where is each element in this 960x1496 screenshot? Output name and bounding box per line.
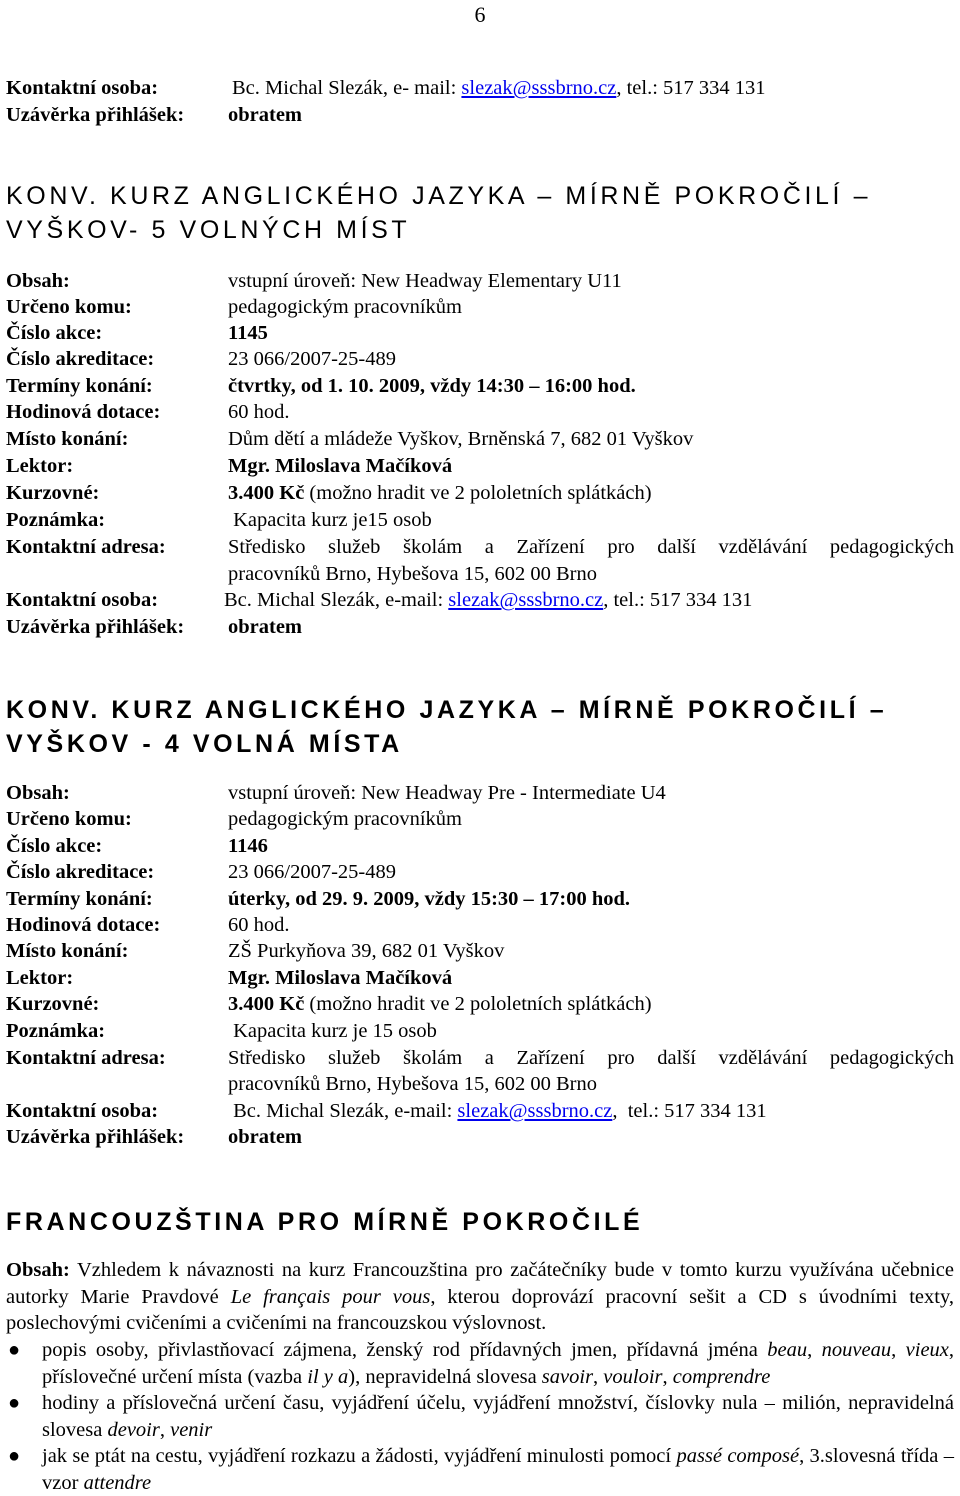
terminy-value: čtvrtky, od 1. 10. 2009, vždy 14:30 – 16:00 hod.: [228, 375, 636, 397]
dotace-label: Hodinová dotace:: [6, 401, 161, 423]
course-2-obsah-row: [6, 780, 954, 806]
course-1-akreditace-row: [6, 346, 954, 372]
course-2-akreditace-row: [6, 859, 954, 885]
course-2-dotace-row: [6, 912, 954, 938]
deadline-value: obratem: [228, 104, 303, 126]
french-bullet-2: [6, 1390, 954, 1443]
terminy-label: Termíny konání:: [6, 375, 153, 397]
course-2-lektor-row: [6, 965, 954, 991]
course-1-obsah-row: [6, 268, 954, 294]
course-2-urceno-row: [6, 806, 954, 832]
french-intro: Obsah: Vzhledem k návaznosti na kurz Francouzština pro začátečníky bude v tomto kurzu využívána učebnice autorky Marie Pravdové Le français pour vous, kterou doprovází pracovní sešit a CD s úvodními texty, poslechovými cvičeními a cvičeními na francouzskou výslovnost.: [6, 1259, 954, 1334]
cislo-akce-label: Číslo akce:: [6, 835, 103, 857]
osoba-value: Bc. Michal Slezák, e-mail: slezak@sssbrno.cz, tel.: 517 334 131: [224, 589, 753, 611]
terminy-value: úterky, od 29. 9. 2009, vždy 15:30 – 17:00 hod.: [228, 888, 631, 910]
adresa-line-2: pracovníků Brno, Hybešova 15, 602 00 Brno: [228, 563, 597, 585]
french-bullet-3: [6, 1443, 954, 1496]
poznamka-value: Kapacita kurz je15 osob: [228, 509, 432, 531]
bullet-icon: ●: [8, 1445, 21, 1467]
dotace-label: Hodinová dotace:: [6, 914, 161, 936]
lektor-label: Lektor:: [6, 455, 74, 477]
adresa-line-1: Středisko služeb školám a Zařízení pro další vzdělávání pedagogických: [228, 1047, 954, 1069]
obsah-value: vstupní úroveň: New Headway Pre - Intermediate U4: [228, 782, 666, 804]
obsah-label: Obsah:: [6, 270, 70, 292]
lektor-label: Lektor:: [6, 967, 74, 989]
kurzovne-value: 3.400 Kč (možno hradit ve 2 pololetních splátkách): [228, 482, 652, 504]
akreditace-value: 23 066/2007-25-489: [228, 348, 396, 370]
dotace-value: 60 hod.: [228, 401, 290, 423]
misto-label: Místo konání:: [6, 940, 129, 962]
adresa-label: Kontaktní adresa:: [6, 536, 166, 558]
dotace-value: 60 hod.: [228, 914, 290, 936]
cislo-akce-label: Číslo akce:: [6, 322, 103, 344]
course-2-title-line-1: KONV. KURZ ANGLICKÉHO JAZYKA – MÍRNĚ POKROČILÍ –: [6, 696, 888, 724]
course-1-urceno-row: [6, 294, 954, 320]
urceno-label: Určeno komu:: [6, 296, 132, 318]
french-bullet-1: [6, 1337, 954, 1390]
course-1-terminy-row: [6, 373, 954, 399]
osoba-email-link[interactable]: slezak@sssbrno.cz: [448, 589, 604, 611]
course-2-kurzovne-row: [6, 991, 954, 1017]
french-book-title: Le français pour vous: [230, 1285, 431, 1308]
course-1-kurzovne-row: [6, 480, 954, 506]
akreditace-label: Číslo akreditace:: [6, 861, 155, 883]
course-2-poznamka-row: [6, 1018, 954, 1044]
osoba-label: Kontaktní osoba:: [6, 589, 159, 611]
course-1-adresa-row-2: [6, 561, 954, 587]
course-1-adresa-row: [6, 534, 954, 560]
misto-label: Místo konání:: [6, 428, 129, 450]
cislo-akce-value: 1146: [228, 835, 268, 857]
course-1-osoba-row: [6, 587, 954, 613]
osoba-email-link[interactable]: slezak@sssbrno.cz: [457, 1100, 613, 1122]
urceno-label: Určeno komu:: [6, 808, 132, 830]
cislo-akce-value: 1145: [228, 322, 268, 344]
bullet-text: jak se ptát na cestu, vyjádření rozkazu a žádosti, vyjádření minulosti pomocí passé composé, 3.slovesná třída – vzor attendre: [42, 1445, 954, 1494]
course-1-title-line-1: KONV. KURZ ANGLICKÉHO JAZYKA – MÍRNĚ POKROČILÍ –: [6, 182, 872, 210]
french-title: FRANCOUZŠTINA PRO MÍRNĚ POKROČILÉ: [6, 1208, 644, 1236]
uzaverka-label: Uzávěrka přihlášek:: [6, 1126, 185, 1148]
urceno-value: pedagogickým pracovníkům: [228, 808, 462, 830]
obsah-value: vstupní úroveň: New Headway Elementary U11: [228, 270, 622, 292]
course-1-uzaverka-row: [6, 614, 954, 640]
obsah-label: Obsah:: [6, 782, 70, 804]
top-deadline-row: [6, 102, 954, 128]
adresa-line-1: Středisko služeb školám a Zařízení pro další vzdělávání pedagogických: [228, 536, 954, 558]
course-1-misto-row: [6, 426, 954, 452]
course-2-adresa-row: [6, 1045, 954, 1071]
page-number: 6: [474, 2, 486, 27]
lektor-value: Mgr. Miloslava Mačíková: [228, 455, 453, 477]
course-1-cislo-akce-row: [6, 320, 954, 346]
uzaverka-value: obratem: [228, 1126, 303, 1148]
kurzovne-label: Kurzovné:: [6, 482, 100, 504]
adresa-line-2: pracovníků Brno, Hybešova 15, 602 00 Brno: [228, 1073, 597, 1095]
course-2-terminy-row: [6, 886, 954, 912]
course-1-lektor-row: [6, 453, 954, 479]
osoba-label: Kontaktní osoba:: [6, 1100, 159, 1122]
course-2-title-line-2: VYŠKOV - 4 VOLNÁ MÍSTA: [6, 730, 403, 758]
course-1-dotace-row: [6, 399, 954, 425]
akreditace-value: 23 066/2007-25-489: [228, 861, 396, 883]
course-2-uzaverka-row: [6, 1124, 954, 1150]
uzaverka-value: obratem: [228, 616, 303, 638]
misto-value: ZŠ Purkyňova 39, 682 01 Vyškov: [228, 940, 505, 962]
poznamka-label: Poznámka:: [6, 509, 106, 531]
lektor-value: Mgr. Miloslava Mačíková: [228, 967, 453, 989]
urceno-value: pedagogickým pracovníkům: [228, 296, 462, 318]
bullet-icon: ●: [8, 1392, 21, 1414]
french-obsah-label: Obsah:: [6, 1259, 70, 1281]
kurzovne-label: Kurzovné:: [6, 993, 100, 1015]
top-contact-row: [6, 75, 954, 101]
contact-label: Kontaktní osoba:: [6, 77, 159, 99]
osoba-value: Bc. Michal Slezák, e-mail: slezak@sssbrno.cz, tel.: 517 334 131: [228, 1100, 767, 1122]
terminy-label: Termíny konání:: [6, 888, 153, 910]
course-2-osoba-row: [6, 1098, 954, 1124]
poznamka-value: Kapacita kurz je 15 osob: [228, 1020, 437, 1042]
course-2-adresa-row-2: [6, 1071, 954, 1097]
contact-value: Bc. Michal Slezák, e- mail: slezak@sssbrno.cz, tel.: 517 334 131: [232, 77, 766, 99]
akreditace-label: Číslo akreditace:: [6, 348, 155, 370]
bullet-icon: ●: [8, 1339, 21, 1361]
course-2-misto-row: [6, 938, 954, 964]
course-1-poznamka-row: [6, 507, 954, 533]
bullet-text: hodiny a příslovečná určení času, vyjádření účelu, vyjádření množství, číslovky nula – milión, nepravidelná slovesa devoir, venir: [42, 1392, 954, 1441]
kurzovne-value: 3.400 Kč (možno hradit ve 2 pololetních splátkách): [228, 993, 652, 1015]
adresa-label: Kontaktní adresa:: [6, 1047, 166, 1069]
course-1-title-line-2: VYŠKOV- 5 VOLNÝCH MÍST: [6, 216, 411, 244]
course-2-cislo-akce-row: [6, 833, 954, 859]
misto-value: Dům dětí a mládeže Vyškov, Brněnská 7, 682 01 Vyškov: [228, 428, 694, 450]
contact-email-link[interactable]: slezak@sssbrno.cz: [461, 77, 617, 99]
poznamka-label: Poznámka:: [6, 1020, 106, 1042]
bullet-text: popis osoby, přivlastňovací zájmena, ženský rod přídavných jmen, přídavná jména beau, nouveau, vieux, příslovečné určení místa (vazba il y a), nepravidelná slovesa savoir, vouloir, comprendre: [42, 1339, 955, 1388]
deadline-label: Uzávěrka přihlášek:: [6, 104, 185, 126]
uzaverka-label: Uzávěrka přihlášek:: [6, 616, 185, 638]
